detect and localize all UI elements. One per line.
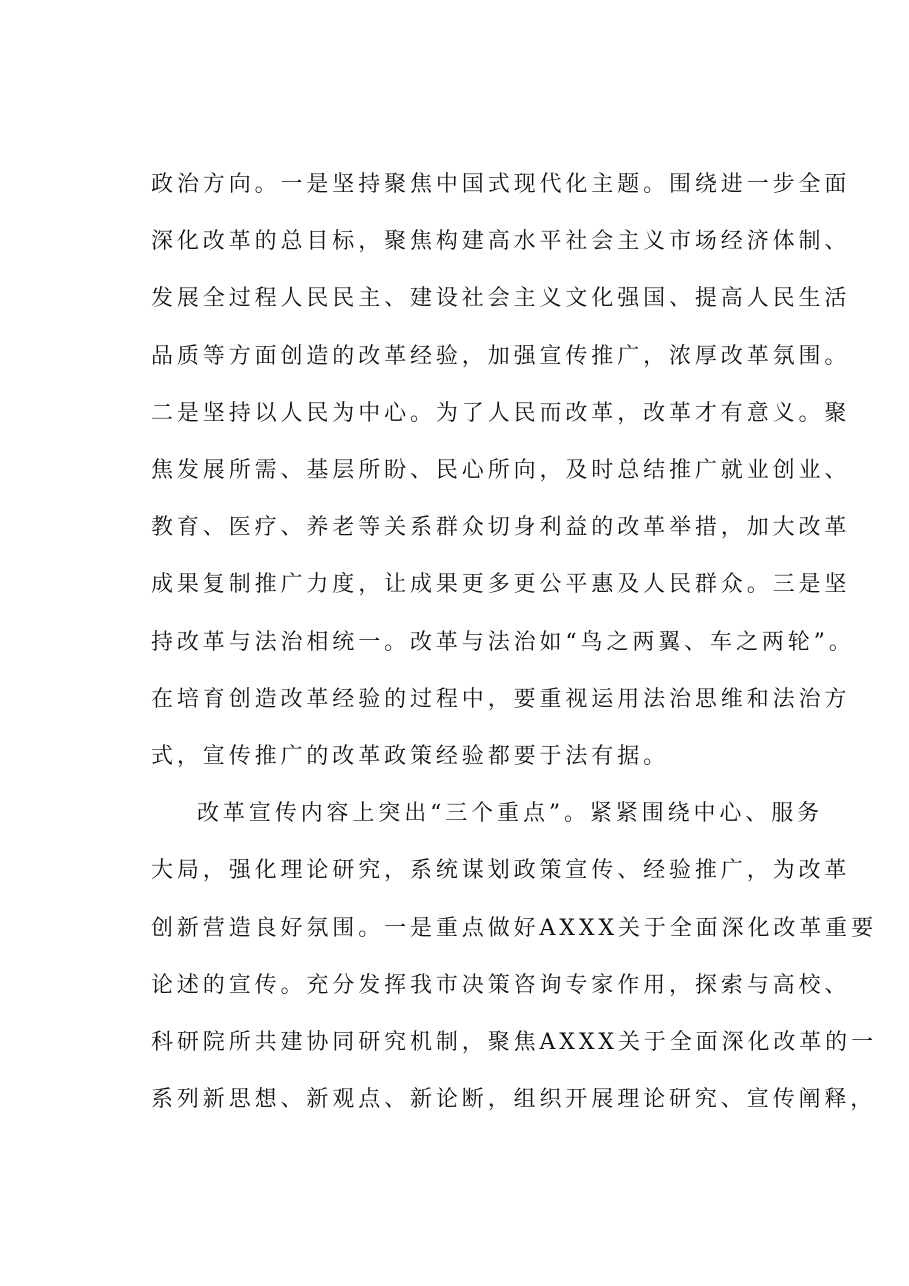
text-line: 二是坚持以人民为中心。为了人民而改革，改革才有意义。聚 [151, 401, 851, 426]
text-line: 政治方向。一是坚持聚焦中国式现代化主题。围绕进一步全面 [151, 172, 851, 197]
text-line: 系列新思想、新观点、新论断，组织开展理论研究、宣传阐释， [151, 1087, 877, 1112]
text-line: 大局，强化理论研究，系统谋划政策宣传、经验推广，为改革 [151, 858, 851, 883]
text-line: 教育、医疗、养老等关系群众切身利益的改革举措，加大改革 [151, 515, 851, 540]
text-line: 发展全过程人民民主、建设社会主义文化强国、提高人民生活 [151, 286, 851, 311]
text-line: 在培育创造改革经验的过程中，要重视运用法治思维和法治方 [151, 687, 851, 712]
text-line: 科研院所共建协同研究机制，聚焦AXXX关于全面深化改革的一 [151, 1030, 877, 1055]
text-line: 持改革与法治相统一。改革与法治如“鸟之两翼、车之两轮”。 [151, 630, 855, 655]
text-line: 式，宣传推广的改革政策经验都要于法有据。 [151, 744, 670, 769]
text-line: 成果复制推广力度，让成果更多更公平惠及人民群众。三是坚 [151, 572, 851, 597]
text-line: 焦发展所需、基层所盼、民心所向，及时总结推广就业创业、 [151, 458, 851, 483]
paragraph-first-line: 改革宣传内容上突出“三个重点”。紧紧围绕中心、服务 [197, 801, 823, 826]
text-line: 深化改革的总目标，聚焦构建高水平社会主义市场经济体制、 [151, 229, 851, 254]
text-line: 创新营造良好氛围。一是重点做好AXXX关于全面深化改革重要 [151, 916, 877, 941]
text-line: 品质等方面创造的改革经验，加强宣传推广，浓厚改革氛围。 [151, 344, 851, 369]
text-line: 论述的宣传。充分发挥我市决策咨询专家作用，探索与高校、 [151, 973, 851, 998]
